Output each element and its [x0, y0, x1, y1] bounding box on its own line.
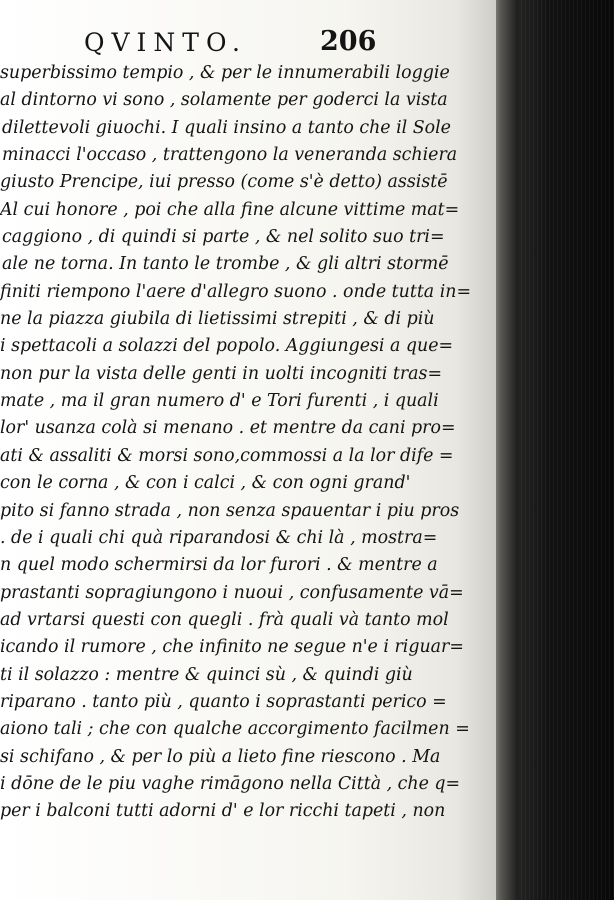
text-line: prastanti sopragiungono i nuoui , confusamente vā= — [0, 582, 464, 603]
text-line: ale ne torna. In tanto le trombe , & gli altri stormē — [2, 254, 449, 275]
book-fore-edge — [505, 0, 614, 900]
text-line: non pur la vista delle genti in uolti incogniti tras= — [0, 363, 443, 384]
text-line: minacci l'occaso , trattengono la veneranda schiera — [2, 145, 458, 166]
text-line: ati & assaliti & morsi sono,commossi a la lor dife = — [0, 445, 454, 466]
text-line: al dintorno vi sono , solamente per goderci la vista — [0, 90, 448, 111]
text-line: Al cui honore , poi che alla fine alcune vittime mat= — [0, 199, 460, 220]
text-line: con le corna , & con i calci , & con ogni grand' — [0, 473, 411, 494]
text-line: i dōne de le piu vaghe rimāgono nella Città , che q= — [0, 773, 461, 794]
text-line: finiti riempono l'aere d'allegro suono . onde tutta in= — [0, 281, 472, 302]
text-line: mate , ma il gran numero d' e Tori furenti , i quali — [0, 391, 439, 412]
text-line: . de i quali chi quà riparandosi & chi là , mostra= — [0, 527, 438, 548]
body-text — [0, 60, 490, 826]
text-line: per i balconi tutti adorni d' e lor ricchi tapeti , non — [0, 801, 446, 822]
running-title: QVINTO. — [84, 28, 247, 57]
text-line: ad vrtarsi questi con quegli . frà quali và tanto mol — [0, 609, 449, 630]
text-line: superbissimo tempio , & per le innumerabili loggie — [0, 63, 450, 83]
text-line: lor' usanza colà si menano . et mentre da cani pro= — [0, 418, 456, 439]
page-header — [0, 26, 480, 62]
text-line: dilettevoli giuochi. I quali insino a tanto che il Sole — [2, 117, 451, 138]
text-line: aiono tali ; che con qualche accorgimento facilmen = — [0, 719, 470, 740]
text-line: pito si fanno strada , non senza spauentar i piu pros — [0, 500, 460, 521]
text-line: icando il rumore , che infinito ne segue n'e i riguar= — [0, 637, 464, 658]
text-line: ne la piazza giubila di lietissimi strepiti , & di più — [0, 309, 435, 330]
text-line: riparano . tanto più , quanto i soprastanti perico = — [0, 691, 447, 712]
text-line: caggiono , di quindi si parte , & nel solito suo tri= — [2, 227, 445, 248]
text-line: giusto Prencipe, iui presso (come s'è detto) assistē — [0, 172, 448, 193]
text-line: ti il solazzo : mentre & quinci sù , & quindi giù — [0, 664, 413, 685]
text-line: si schifano , & per lo più a lieto fine riescono . Ma — [0, 746, 441, 767]
text-line: i spettacoli a solazzi del popolo. Aggiungesi a que= — [0, 336, 454, 357]
page-number: 206 — [320, 26, 377, 57]
text-line: n quel modo schermirsi da lor furori . & mentre a — [0, 555, 438, 576]
